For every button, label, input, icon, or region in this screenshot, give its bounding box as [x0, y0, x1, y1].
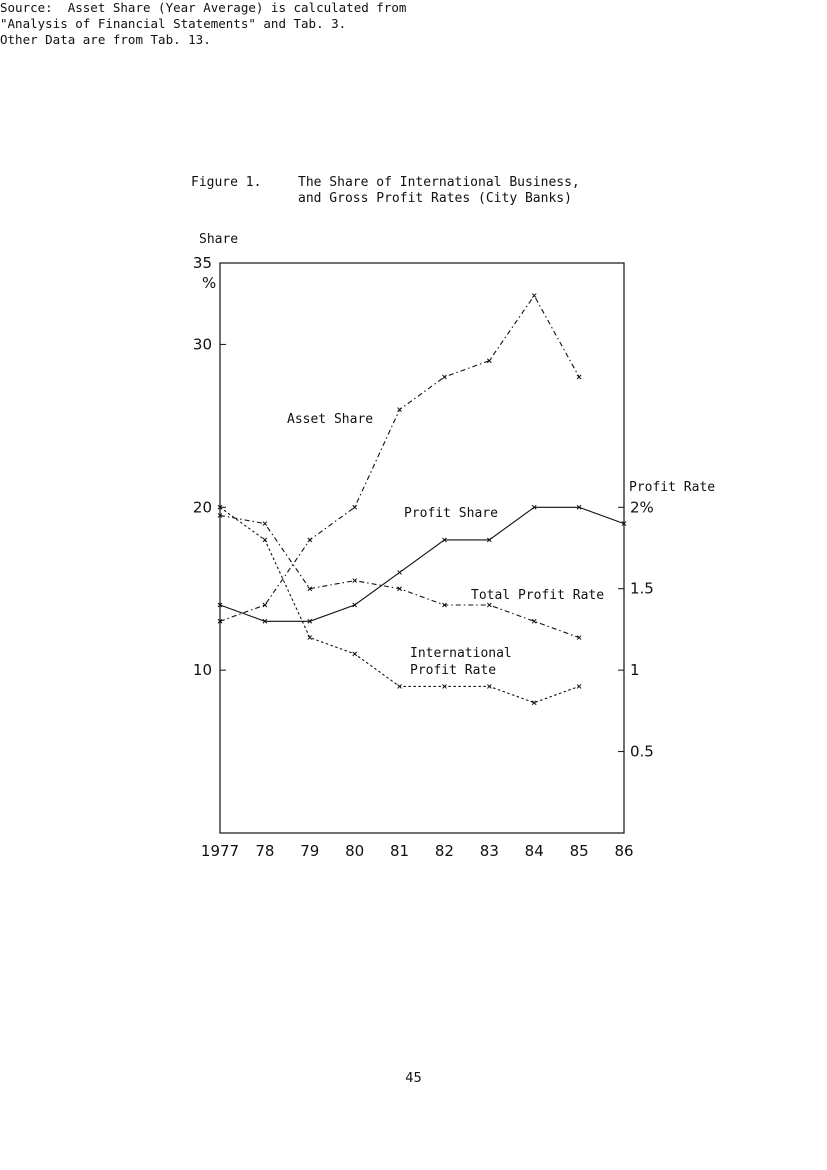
data-point: [532, 619, 536, 623]
left-tick-label: 10: [192, 661, 212, 680]
left-axis-title: Share: [199, 232, 239, 247]
x-tick-label: 86: [614, 842, 634, 860]
data-point: [577, 375, 581, 379]
left-axis-ticks: [193, 254, 226, 679]
series-layer: [218, 294, 626, 705]
label-total-profit-rate: Total Profit Rate: [471, 588, 605, 603]
data-point: [308, 636, 312, 640]
x-tick-label: 82: [434, 842, 454, 860]
series-line-total-profit-rate: [220, 515, 579, 637]
figure-title-line-1: The Share of International Business,: [298, 175, 580, 190]
x-tick-label: 84: [524, 842, 544, 860]
label-profit-share: Profit Share: [404, 506, 498, 521]
plot-frame: [220, 263, 624, 833]
x-tick-label: 85: [569, 842, 589, 860]
source-line-2: "Analysis of Financial Statements" and Tab. 3.: [0, 16, 347, 31]
label-asset-share: Asset Share: [287, 412, 374, 427]
left-axis-unit: %: [202, 274, 217, 292]
left-tick-label: 20: [192, 498, 212, 517]
right-tick-label: 0.5: [630, 742, 654, 761]
x-axis-ticks: [201, 842, 634, 860]
series-profit-share: [218, 505, 626, 623]
x-tick-label: 83: [479, 842, 499, 860]
data-point: [532, 294, 536, 298]
data-point: [263, 538, 267, 542]
right-axis-title: Profit Rate: [629, 480, 716, 495]
x-tick-label: 79: [300, 842, 320, 860]
data-point: [487, 603, 491, 607]
data-point: [353, 505, 357, 509]
x-tick-label: 81: [390, 842, 410, 860]
right-tick-label: 1: [630, 661, 640, 680]
data-point: [398, 570, 402, 574]
figure-label: Figure 1.: [191, 175, 262, 190]
x-tick-label: 78: [255, 842, 275, 860]
figure-title-line-2: and Gross Profit Rates (City Banks): [298, 191, 572, 206]
series-line-international-profit-rate: [220, 507, 579, 702]
page-number: 45: [405, 1071, 422, 1086]
label-international-profit-rate-line-2: Profit Rate: [410, 663, 497, 678]
x-tick-label: 1977: [200, 842, 240, 860]
series-line-profit-share: [220, 507, 624, 621]
label-international-profit-rate-line-1: International: [410, 646, 512, 661]
source-line-3: Other Data are from Tab. 13.: [0, 32, 211, 47]
right-tick-label: 2%: [630, 498, 654, 517]
series-asset-share: [218, 294, 581, 624]
data-point: [353, 652, 357, 656]
source-line-1: Source: Asset Share (Year Average) is calculated from: [0, 0, 407, 15]
data-point: [263, 522, 267, 526]
right-tick-label: 1.5: [630, 579, 654, 598]
left-tick-label: 35: [192, 254, 212, 272]
x-tick-label: 80: [345, 842, 365, 860]
left-tick-label: 30: [192, 335, 212, 354]
series-total-profit-rate: [218, 513, 581, 639]
right-axis-ticks: [618, 498, 654, 760]
data-point: [308, 538, 312, 542]
data-point: [398, 684, 402, 688]
